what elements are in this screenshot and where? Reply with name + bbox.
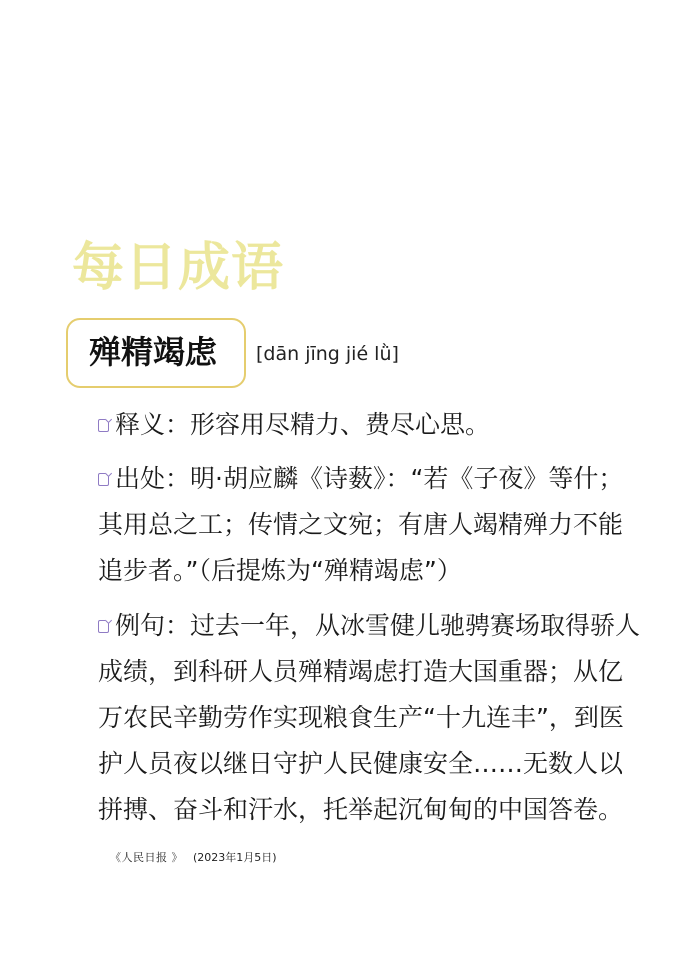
example-section <box>98 603 646 881</box>
origin-section <box>98 456 646 594</box>
example-date: (2023年1月5日) <box>193 851 277 864</box>
example-text: 过去一年，从冰雪健儿驰骋赛场取得骄人成绩，到科研人员殚精竭虑打造大国重器；从亿万农民辛勤劳作实现粮食生产“十九连丰”，到医护人员夜以继日守护人民健康安全……无数人以拼搏、奋斗和汗水，托举起沉甸甸的中国答卷。 <box>98 611 641 824</box>
example-label: 例句： <box>115 611 191 640</box>
meaning-section <box>98 402 646 448</box>
page-title: 每日成语 <box>72 238 285 298</box>
meaning-label: 释义： <box>115 410 191 439</box>
note-icon <box>98 620 109 633</box>
origin-label: 出处： <box>115 464 191 493</box>
example-source: 《人民日报 》 <box>110 851 183 864</box>
note-icon <box>98 473 109 486</box>
idiom-pinyin: [dān jīng jié lǜ] <box>256 343 399 365</box>
note-icon <box>98 419 109 432</box>
idiom-word: 殚精竭虑 <box>89 333 218 371</box>
origin-text: 明·胡应麟《诗薮》：“若《子夜》等什；其用总之工；传情之文宛；有唐人竭精殚力不能追步者。”（后提炼为“殚精竭虑”） <box>98 464 624 585</box>
meaning-text: 形容用尽精力、费尽心思。 <box>190 410 491 439</box>
